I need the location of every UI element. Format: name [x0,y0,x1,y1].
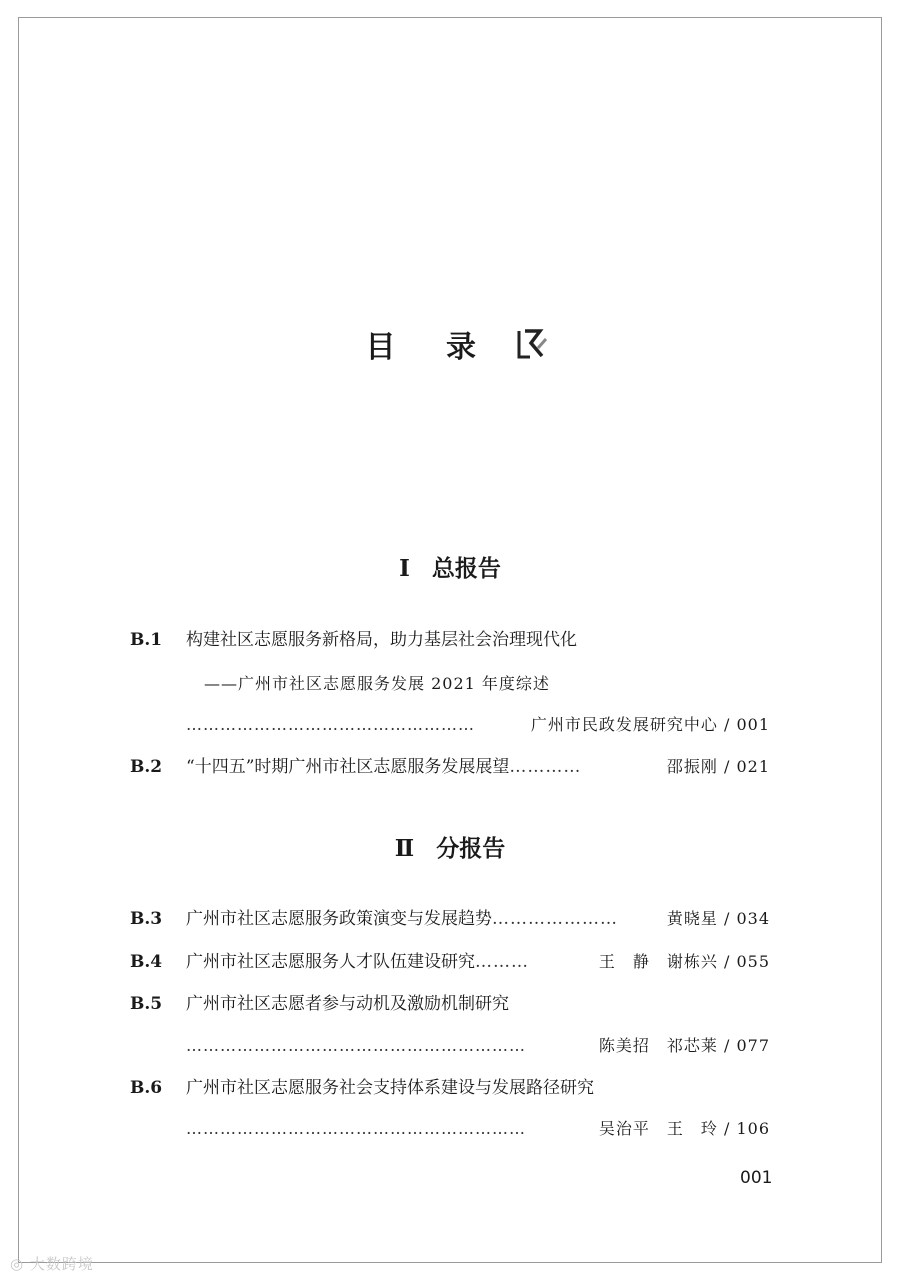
toc-entry-b6[interactable] [130,1074,770,1102]
entry-page: / 021 [723,757,770,776]
entry-author-page [525,711,770,739]
watermark-logo-icon: ◎ [10,1255,25,1273]
entry-number: B.4 [130,952,163,972]
title-char-1: 目 [365,330,398,365]
entry-number: B.2 [130,757,163,777]
dot-leader: …………………………………………… [186,715,475,734]
entry-number: B.5 [130,994,163,1014]
toc-leader-b6 [186,1115,770,1143]
entry-author: 王 静 谢栋兴 [598,952,718,971]
entry-number: B.3 [130,909,163,929]
dot-leader: …………………………………………………… [186,1119,526,1138]
entry-page: / 106 [723,1119,770,1138]
section-title: 分报告 [436,835,506,862]
dot-leader: ……… [475,952,529,972]
entry-author-page [593,1115,770,1143]
section-heading-2 [0,830,900,863]
toc-entry-b2[interactable] [130,753,770,781]
entry-title: 广州市社区志愿服务政策演变与发展趋势 [186,909,492,929]
dot-leader: ………………… [492,909,618,929]
toc-entry-b4[interactable] [130,948,770,976]
section-heading-1 [0,550,900,583]
watermark-text: 大数跨境 [29,1255,94,1273]
entry-title-with-leader [186,905,618,933]
entry-author: 邵振刚 [666,757,718,776]
entry-author-page [661,905,770,933]
section-number: Ⅰ [399,555,410,582]
toc-entry-b3[interactable] [130,905,770,933]
entry-title: “十四五”时期广州市社区志愿服务发展展望 [186,757,510,777]
toc-entry-b1[interactable] [130,626,770,654]
publisher-logo-icon [516,326,552,362]
entry-page: / 055 [723,952,770,971]
entry-title-with-leader [186,753,581,781]
watermark [10,1253,94,1274]
entry-title-with-leader [186,948,529,976]
entry-author-page [661,753,770,781]
section-title: 总报告 [431,555,501,582]
dot-leader: ………… [509,757,582,777]
toc-leader-b5 [186,1032,770,1060]
dot-leader: …………………………………………………… [186,1036,526,1055]
entry-title: 广州市社区志愿者参与动机及激励机制研究 [186,994,509,1014]
entry-title: 构建社区志愿服务新格局，助力基层社会治理现代化 [186,630,577,650]
entry-author: 广州市民政发展研究中心 [530,715,718,734]
entry-title: 广州市社区志愿服务社会支持体系建设与发展路径研究 [186,1078,594,1098]
entry-author-page [593,948,770,976]
entry-subtitle-b1: ——广州市社区志愿服务发展 2021 年度综述 [204,674,550,693]
section-number: Ⅱ [394,835,415,862]
toc-leader-b1 [186,711,770,739]
entry-page: / 001 [723,715,770,734]
entry-page: / 034 [723,909,770,928]
toc-title [0,322,900,366]
entry-author: 吴治平 王 玲 [598,1119,718,1138]
entry-number: B.1 [130,630,163,650]
entry-page: / 077 [723,1036,770,1055]
entry-title: 广州市社区志愿服务人才队伍建设研究 [186,952,475,972]
entry-author: 黄晓星 [666,909,718,928]
entry-author: 陈美招 祁芯莱 [598,1036,718,1055]
entry-author-page [593,1032,770,1060]
title-char-2: 录 [446,330,478,365]
entry-number: B.6 [130,1078,163,1098]
toc-entry-b5[interactable] [130,990,770,1018]
page-number: 001 [740,1168,773,1188]
